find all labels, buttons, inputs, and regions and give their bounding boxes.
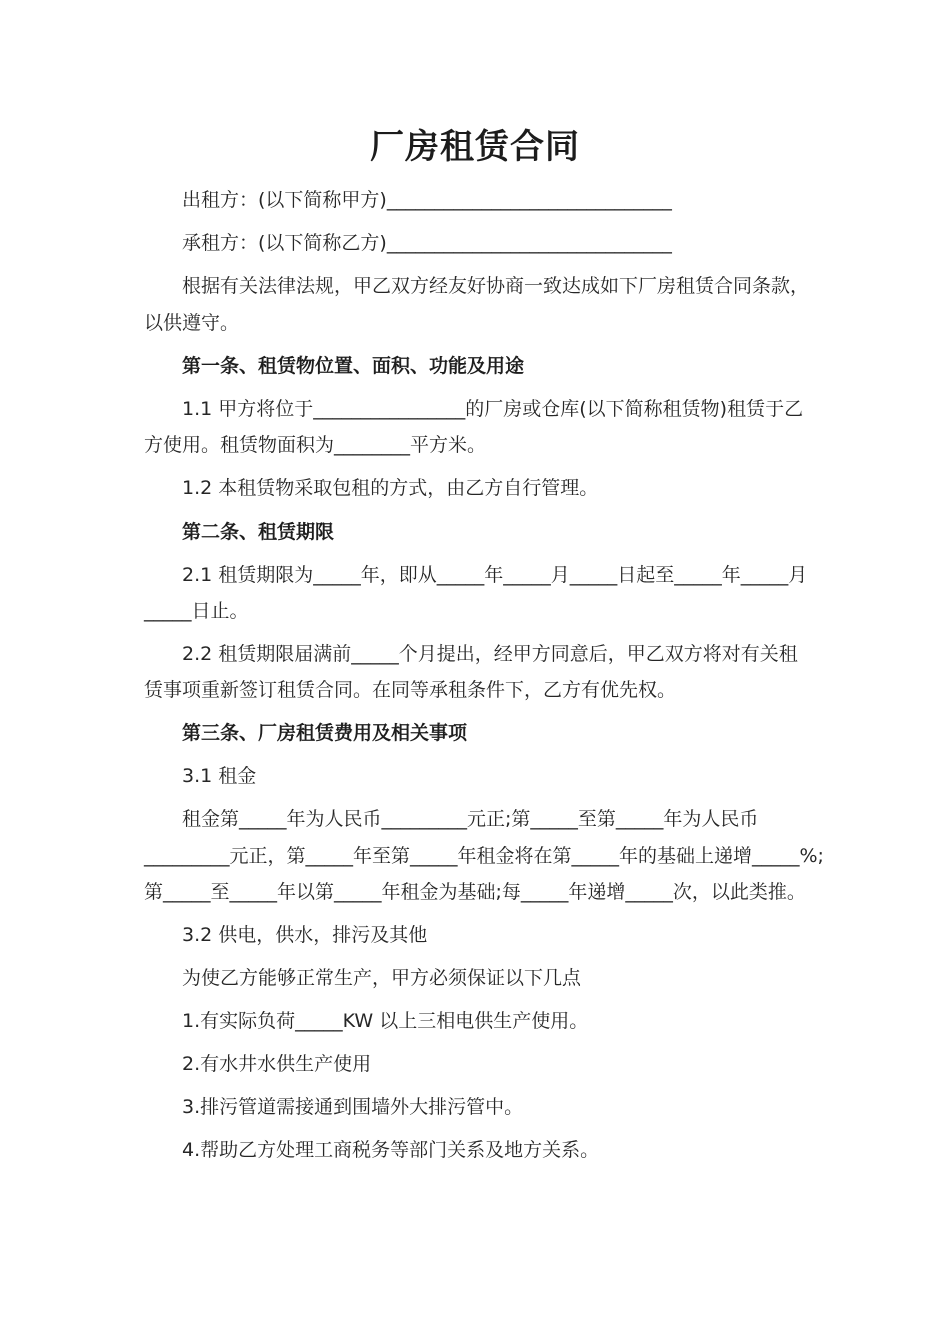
lessor-line: 出租方：(以下简称甲方)______________________________ <box>182 189 672 211</box>
preamble-line-2: 以供遵守。 <box>144 312 240 334</box>
preamble-line-1: 根据有关法律法规，甲乙双方经友好协商一致达成如下厂房租赁合同条款， <box>182 275 810 297</box>
rent-line-1: 租金第_____年为人民币_________元正;第_____至第_____年为人民币 <box>182 808 759 830</box>
clause-3-1-heading: 3.1 租金 <box>182 765 257 787</box>
rent-line-3: 第_____至_____年以第_____年租金为基础;每_____年递增_____次，以此类推。 <box>144 881 806 903</box>
rent-line-2: _________元正，第_____年至第_____年租金将在第_____年的基础上递增_____%; <box>144 845 824 867</box>
utility-item-3: 3.排污管道需接通到围墙外大排污管中。 <box>182 1096 524 1118</box>
lessee-line: 承租方：(以下简称乙方)______________________________ <box>182 232 672 254</box>
clause-3-2-heading: 3.2 供电，供水，排污及其他 <box>182 924 428 946</box>
utility-item-4: 4.帮助乙方处理工商税务等部门关系及地方关系。 <box>182 1139 600 1161</box>
clause-2-2-line-2: 赁事项重新签订租赁合同。在同等承租条件下，乙方有优先权。 <box>144 679 677 701</box>
utility-item-2: 2.有水井水供生产使用 <box>182 1053 372 1075</box>
document-title: 厂房租赁合同 <box>370 127 580 167</box>
article-1-heading: 第一条、租赁物位置、面积、功能及用途 <box>182 355 525 377</box>
clause-1-1-line-2: 方使用。租赁物面积为________平方米。 <box>144 434 487 456</box>
clause-1-1-line-1: 1.1 甲方将位于________________的厂房或仓库(以下简称租赁物)租赁于乙 <box>182 398 804 420</box>
article-3-heading: 第三条、厂房租赁费用及相关事项 <box>182 722 468 744</box>
utility-item-1: 1.有实际负荷_____KW 以上三相电供生产使用。 <box>182 1010 589 1032</box>
clause-2-1-line-1: 2.1 租赁期限为_____年，即从_____年_____月_____日起至_____年_____月 <box>182 564 808 586</box>
utilities-intro: 为使乙方能够正常生产，甲方必须保证以下几点 <box>182 967 582 989</box>
clause-2-1-line-2: _____日止。 <box>144 600 249 622</box>
article-2-heading: 第二条、租赁期限 <box>182 521 335 543</box>
clause-1-2: 1.2 本租赁物采取包租的方式，由乙方自行管理。 <box>182 477 599 499</box>
clause-2-2-line-1: 2.2 租赁期限届满前_____个月提出，经甲方同意后，甲乙双方将对有关租 <box>182 643 798 665</box>
